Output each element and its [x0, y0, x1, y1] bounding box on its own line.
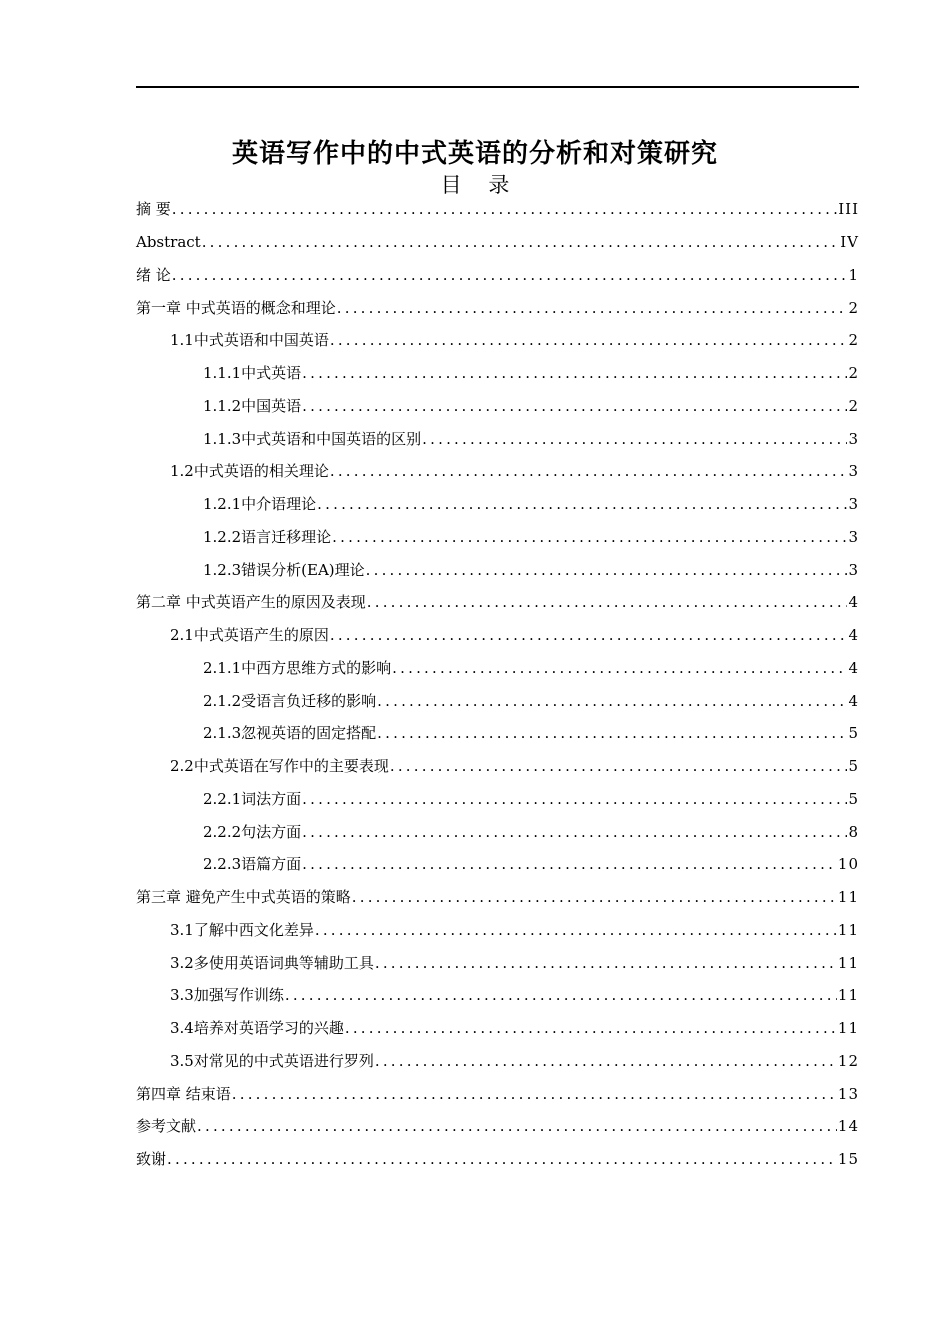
toc-entry-label: 2.1.3忽视英语的固定搭配 [203, 724, 377, 743]
toc-entry-page: 12 [837, 1051, 859, 1070]
toc-entry-page: 14 [837, 1117, 859, 1136]
toc-entry[interactable] [136, 1110, 859, 1143]
toc-leader-dots [366, 560, 848, 580]
toc-entry-page: 13 [837, 1084, 859, 1103]
toc-entry[interactable] [136, 1045, 859, 1078]
toc-entry[interactable] [136, 586, 859, 619]
toc-entry-page: 10 [837, 855, 859, 874]
toc-leader-dots [345, 1018, 837, 1038]
toc-entry-page: 11 [837, 953, 859, 972]
header-rule [136, 86, 859, 88]
toc-entry-page: 3 [848, 495, 859, 514]
toc-leader-dots [367, 592, 848, 612]
toc-leader-dots [285, 985, 837, 1005]
toc-entry-page: 3 [848, 527, 859, 546]
toc-entry-label: 第三章 避免产生中式英语的策略 [136, 888, 351, 907]
toc-leader-dots [302, 854, 837, 874]
toc-entry[interactable] [136, 553, 859, 586]
toc-leader-dots [375, 953, 837, 973]
toc-leader-dots [302, 822, 847, 842]
toc-entry-label: 1.2.2语言迁移理论 [203, 527, 332, 546]
toc-entry[interactable] [136, 422, 859, 455]
toc-entry-label: 第二章 中式英语产生的原因及表现 [136, 593, 366, 612]
toc-leader-dots [390, 756, 848, 776]
toc-entry-page: 15 [837, 1150, 859, 1169]
toc-entry-page: 1 [848, 265, 859, 284]
document-title: 英语写作中的中式英语的分析和对策研究 [231, 139, 718, 169]
toc-entry-label: 第四章 结束语 [136, 1084, 231, 1103]
toc-entry-page: 11 [837, 986, 859, 1005]
toc-leader-dots [232, 1084, 837, 1104]
toc-entry[interactable] [136, 750, 859, 783]
toc-entry-page: 5 [848, 724, 859, 743]
toc-leader-dots [330, 625, 848, 645]
toc-leader-dots [172, 265, 848, 285]
toc-entry-label: 2.2.1词法方面 [203, 789, 302, 808]
toc-entry-page: 5 [848, 757, 859, 776]
toc-entry-page: III [838, 200, 859, 219]
toc-leader-dots [377, 723, 847, 743]
toc-leader-dots [197, 1116, 837, 1136]
toc-entry[interactable] [136, 619, 859, 652]
toc-entry[interactable] [136, 881, 859, 914]
toc-entry-page: 3 [848, 429, 859, 448]
toc-entry-label: 3.5对常见的中式英语进行罗列 [170, 1051, 374, 1070]
toc-entry[interactable] [136, 652, 859, 685]
toc-entry[interactable] [136, 717, 859, 750]
toc-leader-dots [352, 887, 837, 907]
toc-leader-dots [337, 298, 848, 318]
toc-entry[interactable] [136, 848, 859, 881]
toc-entry[interactable] [136, 357, 859, 390]
toc-entry-page: 4 [848, 691, 859, 710]
toc-entry-label: 绪 论 [136, 265, 171, 284]
toc-entry-label: 1.2中式英语的相关理论 [170, 462, 329, 481]
toc-leader-dots [202, 232, 840, 252]
toc-entry-page: 2 [848, 364, 859, 383]
toc-leader-dots [167, 1149, 837, 1169]
toc-entry-label: 参考文献 [136, 1117, 197, 1136]
toc-entry-page: 11 [837, 920, 859, 939]
toc-leader-dots [302, 363, 847, 383]
toc-entry-label: 1.2.1中介语理论 [203, 495, 317, 514]
toc-entry-label: 1.1.1中式英语 [203, 364, 302, 383]
toc-entry-page: 2 [848, 298, 859, 317]
toc-entry[interactable] [136, 455, 859, 488]
toc-leader-dots [330, 330, 848, 350]
toc-entry-label: 2.1.2受语言负迁移的影响 [203, 691, 377, 710]
toc-entry-label: 1.1.3中式英语和中国英语的区别 [203, 429, 422, 448]
toc-entry-page: IV [840, 233, 859, 252]
toc-entry-page: 3 [848, 462, 859, 481]
toc-entry-label: 2.1中式英语产生的原因 [170, 626, 329, 645]
toc-heading: 目 录 [440, 173, 510, 197]
toc-entry-page: 4 [848, 593, 859, 612]
toc-entry-label: 2.2.3语篇方面 [203, 855, 302, 874]
toc-entry[interactable] [136, 1143, 859, 1176]
toc-entry-label: 2.1.1中西方思维方式的影响 [203, 658, 392, 677]
toc-entry[interactable] [136, 684, 859, 717]
toc-leader-dots [302, 396, 847, 416]
toc-entry-label: 3.3加强写作训练 [170, 986, 284, 1005]
toc-entry-label: 第一章 中式英语的概念和理论 [136, 298, 336, 317]
toc-entry[interactable] [136, 521, 859, 554]
toc-entry[interactable] [136, 1077, 859, 1110]
toc-entry-label: 摘 要 [136, 200, 171, 219]
toc-entry-page: 4 [848, 626, 859, 645]
toc-entry-label: 1.1中式英语和中国英语 [170, 331, 329, 350]
toc-entry[interactable] [136, 1012, 859, 1045]
toc-entry-label: 3.4培养对英语学习的兴趣 [170, 1019, 344, 1038]
toc-entry-label: 2.2中式英语在写作中的主要表现 [170, 757, 389, 776]
toc-entry[interactable] [136, 324, 859, 357]
toc-entry[interactable] [136, 259, 859, 292]
toc-leader-dots [315, 920, 837, 940]
toc-entry-label: 3.1了解中西文化差异 [170, 920, 314, 939]
toc-entry[interactable] [136, 226, 859, 259]
toc-entry-page: 11 [837, 1019, 859, 1038]
toc-leader-dots [392, 658, 847, 678]
table-of-contents [136, 193, 859, 1176]
toc-leader-dots [330, 461, 848, 481]
toc-entry-label: 致谢 [136, 1150, 167, 1169]
toc-entry[interactable] [136, 979, 859, 1012]
toc-entry-label: 2.2.2句法方面 [203, 822, 302, 841]
toc-leader-dots [377, 691, 847, 711]
toc-entry-page: 8 [848, 822, 859, 841]
toc-leader-dots [422, 429, 847, 449]
toc-entry[interactable] [136, 291, 859, 324]
toc-leader-dots [172, 199, 837, 219]
toc-entry-label: 1.2.3错误分析(EA)理论 [203, 560, 365, 579]
toc-entry-label: Abstract [136, 233, 201, 252]
toc-entry-page: 2 [848, 331, 859, 350]
toc-entry[interactable] [136, 193, 859, 226]
toc-entry-page: 2 [848, 396, 859, 415]
toc-entry[interactable] [136, 946, 859, 979]
toc-leader-dots [332, 527, 847, 547]
toc-entry-page: 5 [848, 789, 859, 808]
toc-entry[interactable] [136, 914, 859, 947]
toc-entry-label: 1.1.2中国英语 [203, 396, 302, 415]
toc-entry-page: 3 [848, 560, 859, 579]
toc-entry[interactable] [136, 488, 859, 521]
toc-entry-page: 11 [837, 888, 859, 907]
toc-entry-page: 4 [848, 658, 859, 677]
toc-leader-dots [317, 494, 847, 514]
toc-entry[interactable] [136, 783, 859, 816]
toc-leader-dots [302, 789, 847, 809]
toc-entry[interactable] [136, 390, 859, 423]
toc-entry[interactable] [136, 815, 859, 848]
toc-entry-label: 3.2多使用英语词典等辅助工具 [170, 953, 374, 972]
toc-leader-dots [375, 1051, 837, 1071]
